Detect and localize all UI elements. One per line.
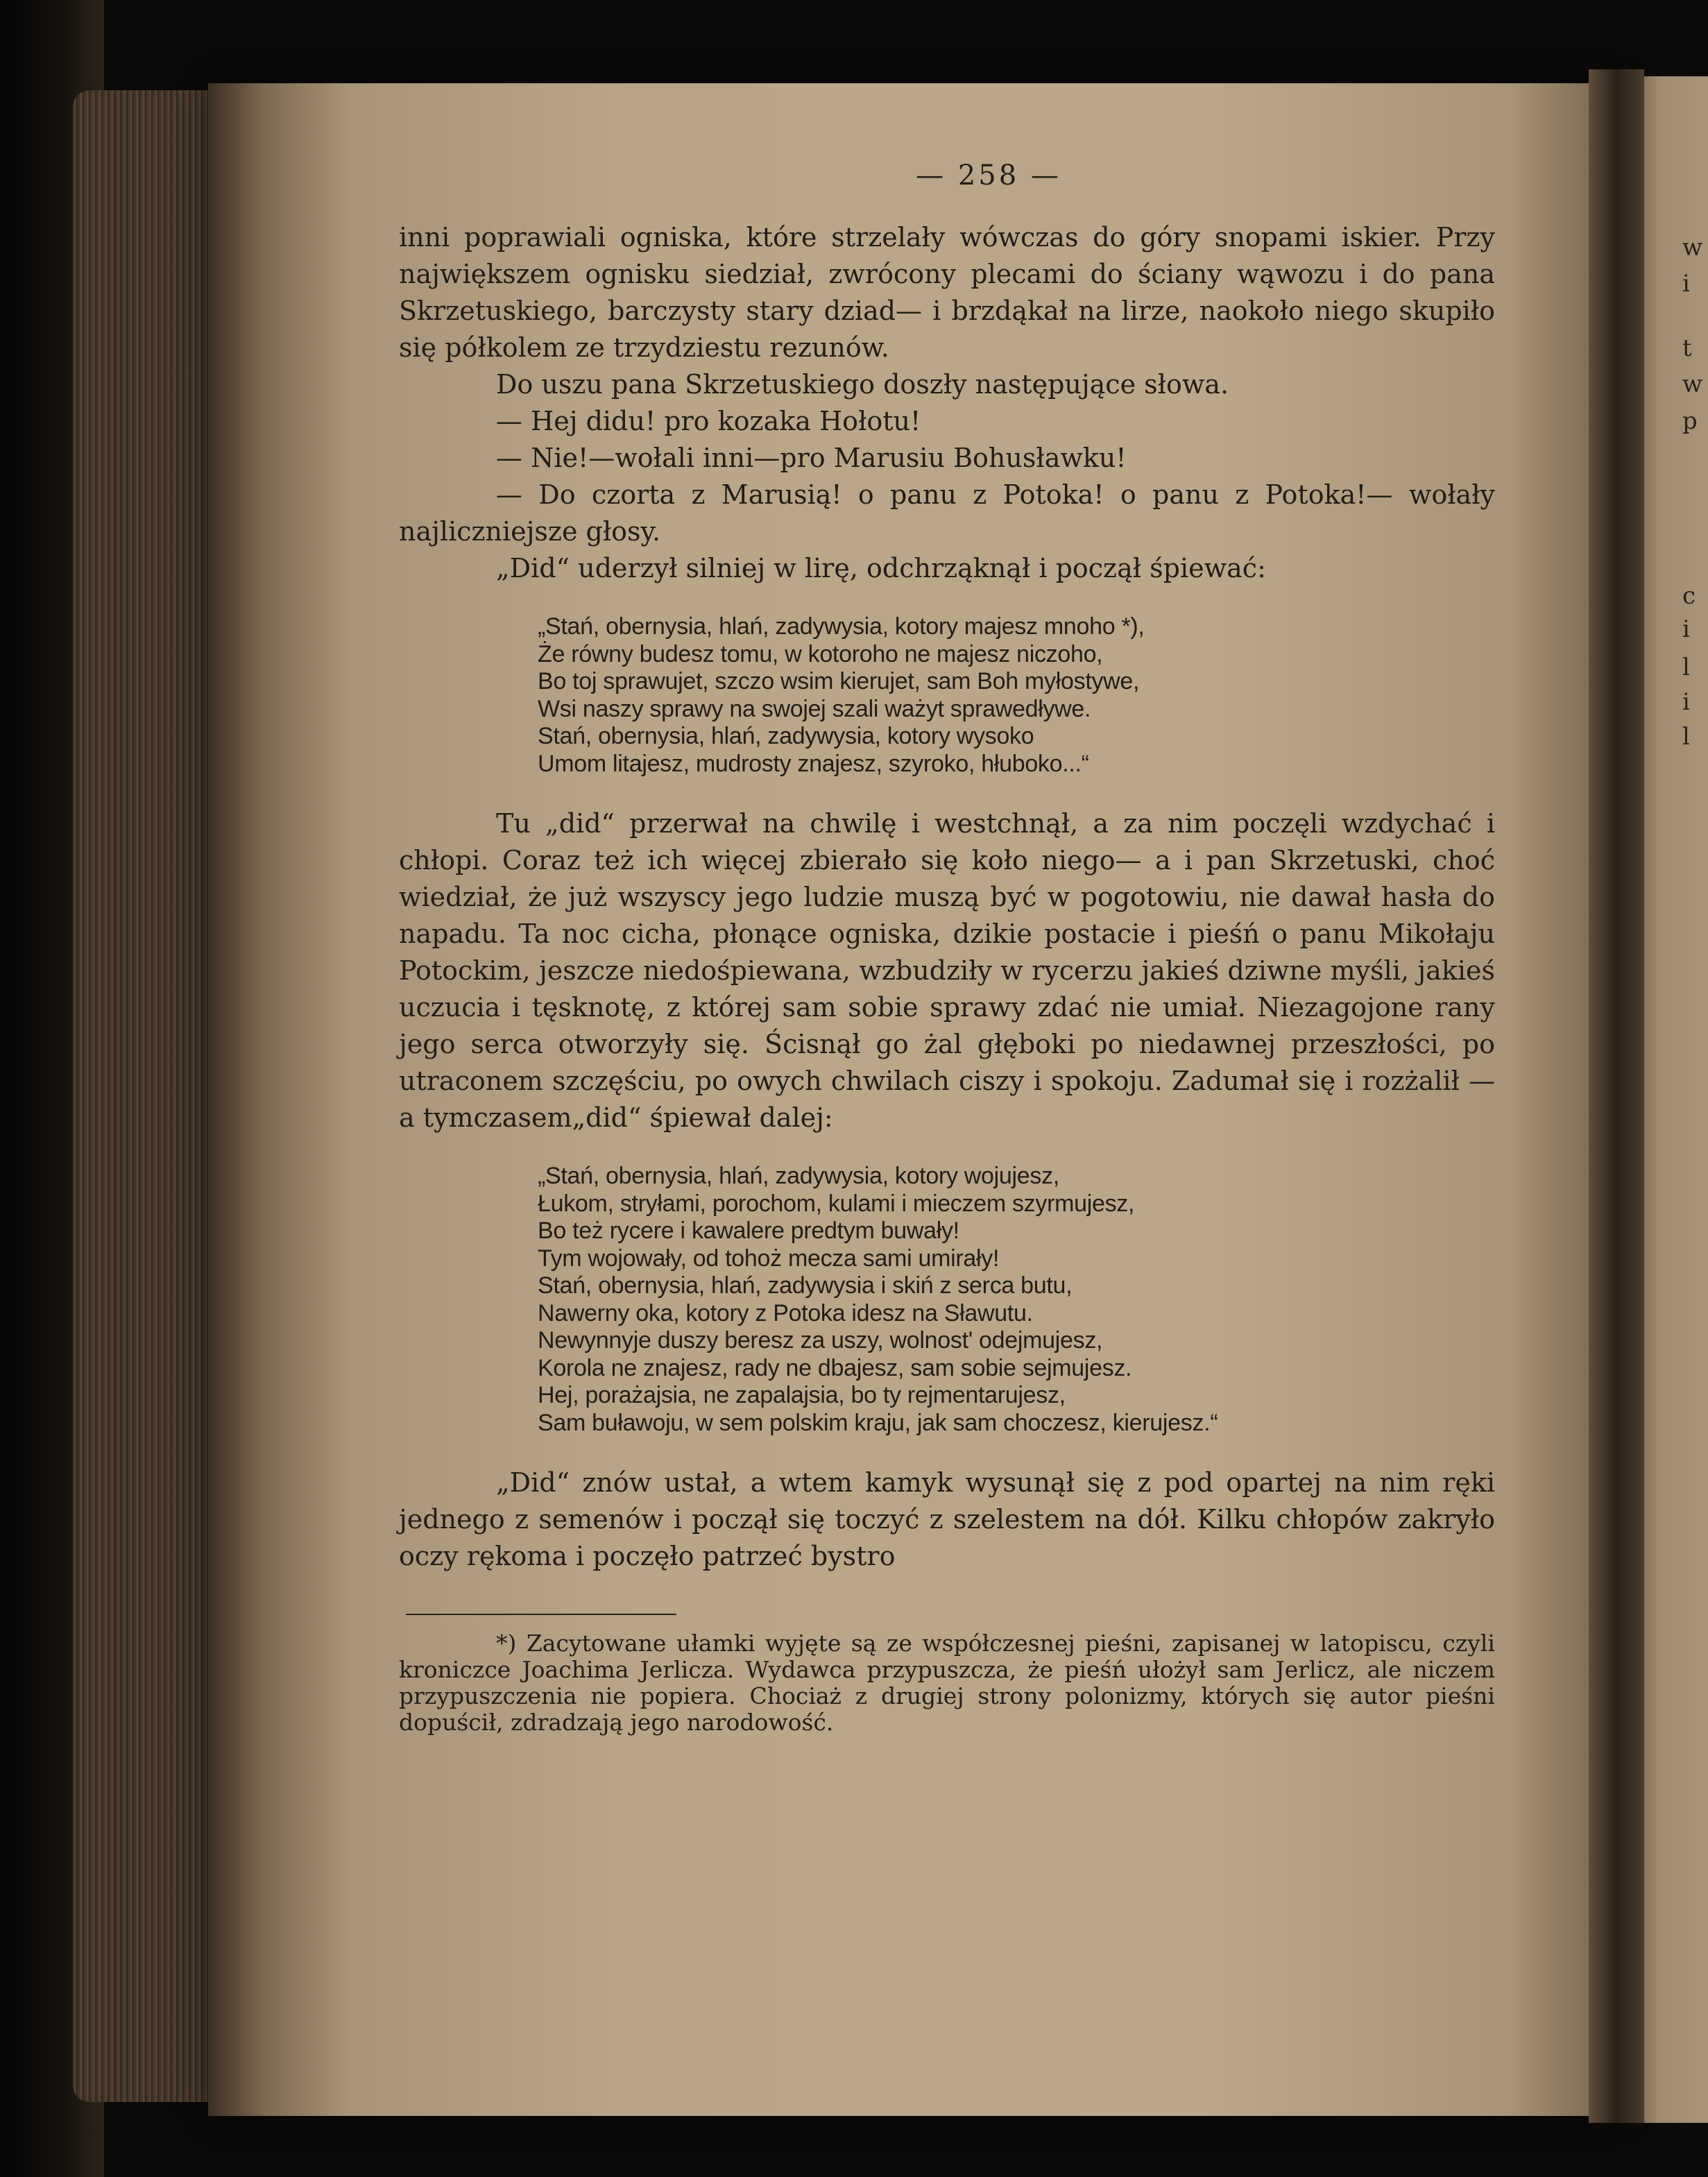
verse-line: Newynnyje duszy beresz za uszy, wolnost' odejmujesz, [538,1327,1103,1354]
verse-line: Bo toj sprawujet, szczo wsim kierujet, sam Boh myłostywe, [538,668,1140,694]
verse-line: Łukom, stryłami, porochom, kulami i mieczem szyrmujesz, [538,1190,1135,1217]
verse-line: Bo też rycere i kawalere predtym buwały! [538,1218,959,1244]
verse-line: „Stań, obernysia, hlań, zadywysia, kotory wojujesz, [538,1163,1059,1189]
dialogue-line: — Nie!—wołali inni—pro Marusiu Bohusławku! [496,443,1127,473]
verse-line: „Stań, obernysia, hlań, zadywysia, kotory majesz mnoho *), [538,613,1145,640]
right-page-fragment: i [1682,688,1690,716]
verse-line: Że równy budesz tomu, w kotoroho ne majesz niczoho, [538,640,1103,667]
paragraph: Tu „did“ przerwał na chwilę i westchnął, a za nim poczęli wzdychać i chłopi. Coraz też ich więcej zbierało się koło niego— a i pan Skrzetuski, choć wiedział, że już wszyscy jego ludzie muszą być w pogotowiu, nie dawał hasła do napadu. Ta noc cicha, płonące ogniska, dzikie postacie i pieśń o panu Mikołaju Potockim, jeszcze niedośpiewana, wzbudziły w rycerzu jakieś dziwne myśli, jakieś uczucia i tęsknotę, z której sam sobie sprawy zdać nie umiał. Niezagojone rany jego serca otworzyły się. Ścisnął go żal głęboki po niedawnej przeszłości, po utraconem szczęściu, po owych chwilach ciszy i spokoju. Zadumał się i rozżalił — a tymczasem„did“ śpiewał dalej: [399,808,1495,1133]
right-page-fragment: p [1682,407,1698,435]
verse-line: Umom litajesz, mudrosty znajesz, szyroko, hłuboko...“ [538,750,1089,777]
verse-block [538,613,1495,778]
verse-line: Nawerny oka, kotory z Potoka idesz na Sławutu. [538,1299,1033,1326]
verse-line: Tym wojowały, od tohoż mecza sami umirały! [538,1245,1000,1272]
right-page-fragment: w [1682,370,1703,398]
book-gutter [1589,69,1644,2123]
verse-block [538,1163,1495,1437]
right-page-fragment: l [1682,654,1690,681]
verse-line: Stań, obernysia, hlań, zadywysia, kotory wysoko [538,723,1034,749]
footnote: *) Zacytowane ułamki wyjęte są ze współczesnej pieśni, zapisanej w latopiscu, czyli kroniczce Joachima Jerlicza. Wydawca przypuszcza, że pieśń ułożył sam Jerlicz, ale niczem przypuszczenia nie popiera. Chociaż z drugiej strony polonizmy, których się autor pieśni dopuścił, zdradzają jego narodowość. [399,1630,1495,1736]
verse-line: Hej, porażajsia, ne zapalajsia, bo ty rejmentarujesz, [538,1382,1066,1408]
page-number: — 258 — [916,160,1061,191]
right-page-fragment: l [1682,723,1690,751]
dialogue-line: — Hej didu! pro kozaka Hołotu! [496,406,921,436]
right-page-fragment: i [1682,615,1690,643]
paragraph: „Did“ uderzył silniej w lirę, odchrząknął i począł śpiewać: [496,553,1266,583]
page-content [399,160,1495,1736]
right-page-fragment: w [1682,234,1703,262]
right-page-fragment: t [1682,334,1692,362]
verse-line: Sam buławoju, w sem polskim kraju, jak sam choczesz, kierujesz.“ [538,1409,1218,1436]
paragraph: „Did“ znów ustał, a wtem kamyk wysunął się z pod opartej na nim ręki jednego z semenów i począł się toczyć z szelestem na dół. Kilku chłopów zakryło oczy rękoma i poczęło patrzeć bystro [399,1467,1495,1571]
verse-line: Stań, obernysia, hlań, zadywysia i skiń z serca butu, [538,1272,1073,1299]
verse-line: Korola ne znajesz, rady ne dbajesz, sam sobie sejmujesz. [538,1354,1132,1381]
paragraph: Do uszu pana Skrzetuskiego doszły następujące słowa. [496,369,1229,400]
right-page-fragment: c [1682,582,1696,610]
dialogue-line: — Do czorta z Marusią! o panu z Potoka! o panu z Potoka!— wołały najliczniejsze głosy. [399,479,1495,547]
right-page-fragment: i [1682,270,1690,298]
paragraph: inni poprawiali ogniska, które strzelały wówczas do góry snopami iskier. Przy największem ognisku siedział, zwrócony plecami do ściany wąwozu i do pana Skrzetuskiego, barczysty stary dziad— i brzdąkał na lirze, naokoło niego skupiło się półkolem ze trzydziestu rezunów. [399,222,1495,363]
verse-line: Wsi naszy sprawy na swojej szali ważyt sprawedływe. [538,695,1091,722]
footnote-rule [406,1614,676,1615]
